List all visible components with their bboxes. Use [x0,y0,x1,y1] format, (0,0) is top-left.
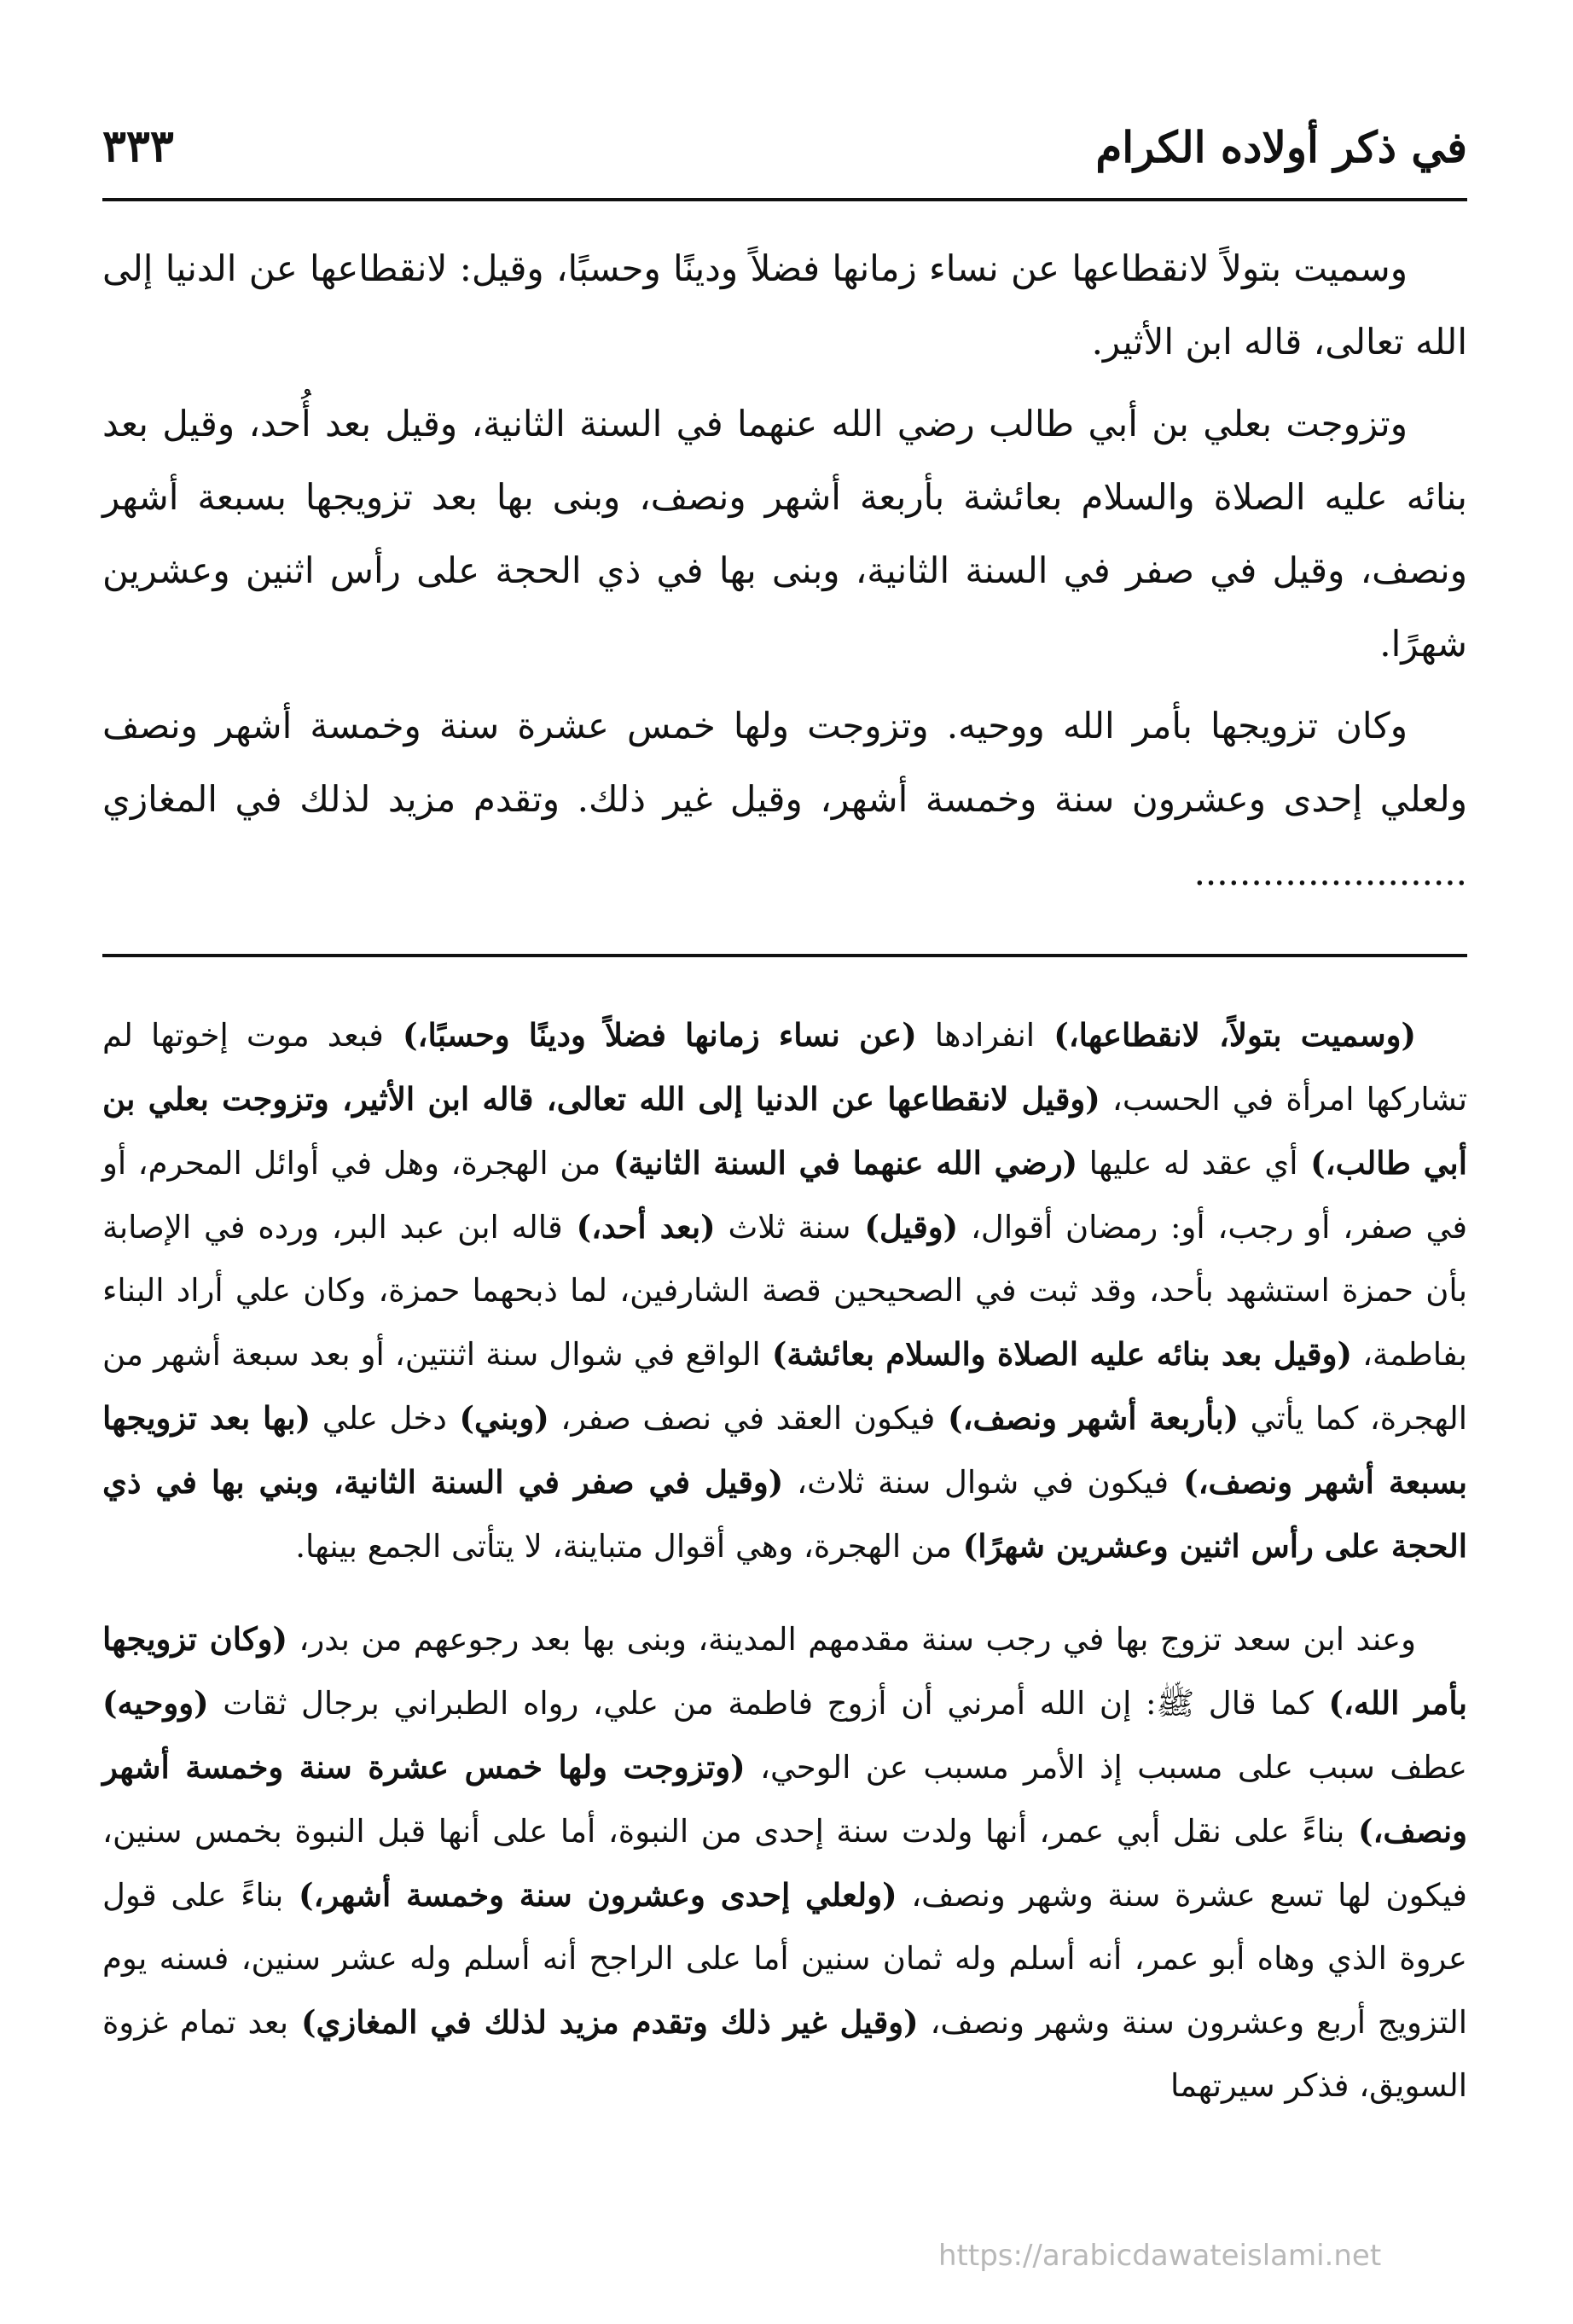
commentary-segment: من الهجرة، وهل في أوائل المحرم، أو في صفر، أو رجب، أو: رمضان أقوال، [102,1145,1468,1246]
quoted-matn-segment: (بأربعة أشهر ونصف،) [935,1399,1239,1437]
main-paragraph-3 [102,689,1467,909]
page-header [102,109,1467,172]
quoted-matn-segment: (ووحيه) [102,1684,209,1722]
main-paragraph-1: وسميت بتولاً لانقطاعها عن نساء زمانها فضلاً ودينًا وحسبًا، وقيل: لانقطاعها عن الدنيا إلى الله تعالى، قاله ابن الأثير. [102,247,1467,363]
quoted-matn-segment: (وقيل بعد بنائه عليه الصلاة والسلام بعائشة) [760,1335,1352,1373]
quoted-matn-segment: (وبني) [446,1399,549,1437]
quoted-matn-segment: (وتزوجت ولها خمس عشرة سنة وخمسة أشهر ونصف،) [102,1748,1467,1850]
commentary-segment: بناءً على نقل أبي عمر، أنها ولدت سنة إحدى من النبوة، أما على أنها قبل النبوة بخمس سنين، فيكون لها تسع عشرة سنة وشهر ونصف، [102,1813,1467,1914]
quoted-matn-segment: (وقيل) [850,1208,959,1246]
quoted-matn-segment: (بها بعد تزويجها بسبعة أشهر ونصف،) [102,1399,1467,1501]
commentary-segment: سنة ثلاث [715,1209,851,1246]
commentary-segment: دخل علي [311,1400,447,1437]
quoted-matn-segment: (وكان تزويجها بأمر الله،) [102,1620,1468,1722]
dotted-leader: ........................ [1193,851,1467,893]
quoted-matn-segment: (بعد أحد،) [562,1208,716,1246]
quoted-matn-segment: (ولعلي إحدى وعشرون سنة وخمسة أشهر،) [283,1876,897,1914]
commentary-segment: فيكون العقد في نصف صفر، [549,1400,936,1437]
header-rule [102,198,1467,201]
commentary [102,1003,1467,2118]
quoted-matn-segment: (رضي الله عنهما في السنة الثانية) [601,1144,1078,1182]
commentary-segment: انفرادها [916,1017,1036,1054]
watermark-url: https://arabicdawateislami.net [938,2239,1382,2273]
commentary-segment: بناءً على قول عروة الذي وهاه أبو عمر، أنه أسلم وله ثمان سنين أما على الراجح أنه أسلم وله عشر سنين، فسنه يوم التزويج أربع وعشرون سنة وشهر ونصف، [102,1877,1467,2041]
commentary-segment: كما قال ﷺ: إن الله أمرني أن أزوج فاطمة من علي، رواه الطبراني برجال ثقات [208,1685,1314,1722]
running-title: في ذكر أولاده الكرام [1095,122,1467,172]
quoted-matn-segment: (وقيل غير ذلك وتقدم مزيد لذلك في المغازي) [288,2003,919,2041]
commentary-segment: من الهجرة، وهي أقوال متباينة، لا يتأتى الجمع بينها. [295,1528,952,1565]
quoted-matn-segment: (وقيل لانقطاعها عن الدنيا إلى الله تعالى، قاله ابن الأثير، وتزوجت بعلي بن أبي طالب،) [102,1080,1467,1182]
quoted-matn-segment: (عن نساء زمانها فضلاً ودينًا وحسبًا،) [383,1016,917,1054]
commentary-paragraph-2 [102,1607,1467,2118]
commentary-segment: وعند ابن سعد تزوج بها في رجب سنة مقدمهم المدينة، وبنى بها بعد رجوعهم من بدر، [287,1621,1416,1658]
commentary-paragraph-1 [102,1003,1467,1578]
main-text [102,232,1467,918]
page-number: ٣٣٣ [102,120,174,172]
quoted-matn-segment: (وسميت بتولاً، لانقطاعها،) [1035,1016,1417,1054]
quoted-matn-segment: (وقيل في صفر في السنة الثانية، وبني بها في ذي الحجة على رأس اثنين وعشرين شهرًا) [102,1463,1467,1565]
commentary-segment: أي عقد له عليها [1077,1145,1298,1182]
section-divider [102,954,1467,957]
commentary-segment: بعد تمام غزوة السويق، فذكر سيرتهما [102,2004,1467,2104]
main-paragraph-2: وتزوجت بعلي بن أبي طالب رضي الله عنهما في السنة الثانية، وقيل بعد أُحد، وقيل بعد بنائه عليه الصلاة والسلام بعائشة بأربعة أشهر ونصف، وبنى بها بعد تزويجها بسبعة أشهر ونصف، وقيل في صفر في السنة الثانية، وبنى بها في ذي الحجة على رأس اثنين وعشرين شهرًا. [102,403,1467,665]
commentary-segment: الواقع في شوال سنة اثنتين، أو بعد سبعة أشهر من الهجرة، كما يأتي [102,1336,1468,1437]
main-paragraph-3-text: وكان تزويجها بأمر الله ووحيه. وتزوجت ولها خمس عشرة سنة وخمسة أشهر ونصف ولعلي إحدى وعشرون سنة وخمسة أشهر، وقيل غير ذلك. وتقدم مزيد لذلك في المغازي [102,705,1467,820]
commentary-segment: قاله ابن عبد البر، ورده في الإصابة بأن حمزة استشهد بأحد، وقد ثبت في الصحيحين قصة الشارفين، لما ذبحهما حمزة، وكان علي أراد البناء بفاطمة، [102,1209,1467,1373]
commentary-segment: فبعد موت إخوتها لم تشاركها امرأة في الحسب، [102,1017,1468,1118]
book-page [102,0,1467,2324]
commentary-segment: فيكون في شوال سنة ثلاث، [783,1464,1170,1501]
commentary-segment: عطف سبب على مسبب إذ الأمر مسبب عن الوحي، [745,1749,1468,1786]
